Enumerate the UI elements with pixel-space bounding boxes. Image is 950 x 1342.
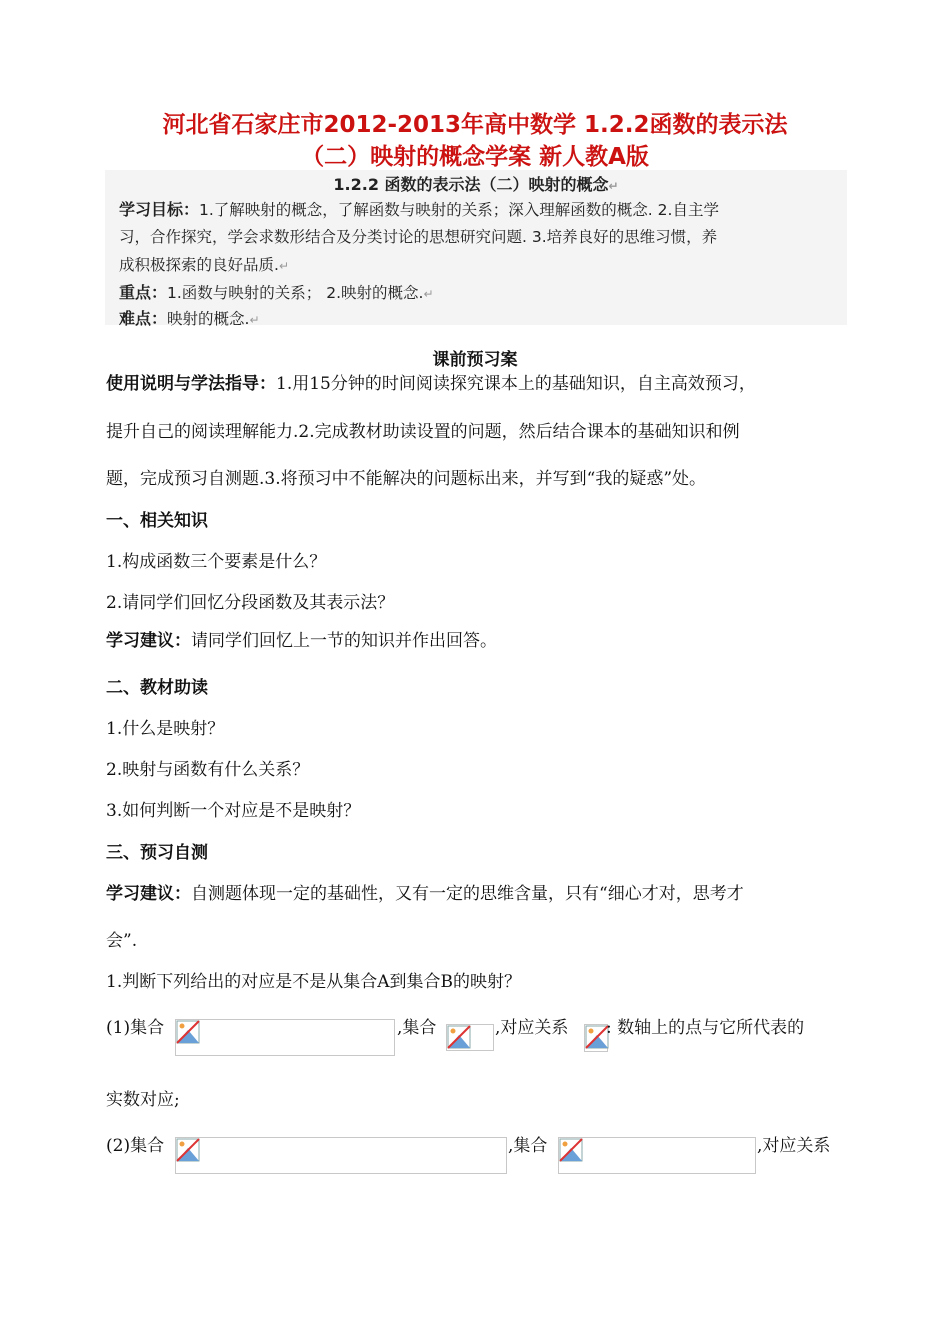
broken-image-icon <box>447 1025 471 1049</box>
p1-set-a-label: (1)集合 <box>106 1018 165 1038</box>
guide-line-1 <box>106 372 756 396</box>
banner-heading <box>105 172 847 195</box>
p2-set-b-label: ,集合 <box>508 1136 548 1156</box>
broken-image-formula <box>175 1019 395 1056</box>
goals-text-3: 成积极探索的良好品质. <box>119 256 279 274</box>
p1-relation-text: : 数轴上的点与它所代表的 <box>606 1018 805 1038</box>
difficulty-text: 映射的概念. <box>167 310 250 328</box>
difficulty-label: 难点： <box>119 309 168 328</box>
key-points-line <box>119 280 434 303</box>
goals-line-3 <box>119 253 289 275</box>
s3-tip-line-2: 会”. <box>106 931 138 951</box>
section-title: 课前预习案 <box>432 350 518 370</box>
broken-image-icon <box>176 1020 200 1044</box>
s2-question-3: 3.如何判断一个对应是不是映射？ <box>106 801 361 821</box>
guide-line-2: 提升自己的阅读理解能力.2.完成教材助读设置的问题，然后结合课本的基础知识和例 <box>106 422 740 442</box>
p2-relation-label: ,对应关系 <box>757 1136 831 1156</box>
p1-relation-label: ,对应关系 <box>495 1018 569 1038</box>
guide-line-3: 题，完成预习自测题.3.将预习中不能解决的问题标出来，并写到“我的疑惑”处。 <box>106 469 707 489</box>
key-label: 重点： <box>119 283 168 302</box>
p2-set-a-label: (2)集合 <box>106 1136 165 1156</box>
s3-tip-text-1: 自测题体现一定的基础性，又有一定的思维含量，只有“细心才对，思考才 <box>191 884 744 904</box>
s1-question-2: 2.请同学们回忆分段函数及其表示法？ <box>106 593 395 613</box>
guide-text-1: 1.用15分钟的时间阅读探究课本上的基础知识，自主高效预习， <box>276 374 756 394</box>
goals-text-1: 1.了解映射的概念，了解函数与映射的关系；深入理解函数的概念. 2.自主学 <box>199 201 719 219</box>
broken-image-icon <box>176 1138 200 1162</box>
broken-image-formula <box>446 1024 494 1051</box>
difficulty-line <box>119 306 260 329</box>
broken-image-formula <box>558 1137 756 1174</box>
document-title-line2: （二）映射的概念学案 新人教A版 <box>301 144 649 170</box>
s1-tip-label: 学习建议： <box>106 631 191 651</box>
s3-tip-line-1 <box>106 882 744 906</box>
paragraph-mark-icon: ↵ <box>423 287 434 301</box>
s2-question-1: 1.什么是映射？ <box>106 719 225 739</box>
broken-image-formula <box>175 1137 507 1174</box>
section2-heading: 二、教材助读 <box>106 678 208 698</box>
p1-set-b-label: ,集合 <box>397 1018 437 1038</box>
goals-label: 学习目标： <box>119 200 200 219</box>
paragraph-mark-icon: ↵ <box>278 259 289 273</box>
s2-question-2: 2.映射与函数有什么关系？ <box>106 760 310 780</box>
section3-heading: 三、预习自测 <box>106 843 208 863</box>
banner-heading-text: 1.2.2 函数的表示法（二）映射的概念 <box>333 175 609 194</box>
goals-text-2: 习，合作探究，学会求数形结合及分类讨论的思想研究问题. 3.培养良好的思维习惯，养 <box>119 228 718 246</box>
guide-label: 使用说明与学法指导： <box>106 374 276 394</box>
s3-question-1: 1.判断下列给出的对应是不是从集合A到集合B的映射？ <box>106 972 521 992</box>
broken-image-formula <box>584 1024 608 1052</box>
key-text: 1.函数与映射的关系； 2.映射的概念. <box>167 284 424 302</box>
s1-question-1: 1.构成函数三个要素是什么？ <box>106 552 327 572</box>
paragraph-mark-icon: ↵ <box>608 179 619 193</box>
s1-tip-text: 请同学们回忆上一节的知识并作出回答。 <box>191 631 497 651</box>
s1-tip <box>106 629 497 653</box>
objectives-banner <box>105 170 847 328</box>
s3-tip-label: 学习建议： <box>106 884 191 904</box>
document-title-line1: 河北省石家庄市2012-2013年高中数学 1.2.2函数的表示法 <box>162 112 788 138</box>
paragraph-mark-icon: ↵ <box>249 313 260 327</box>
broken-image-icon <box>559 1138 583 1162</box>
goals-line-1 <box>119 197 719 220</box>
section1-heading: 一、相关知识 <box>106 511 208 531</box>
goals-line-2 <box>119 225 717 247</box>
p1-relation-text-cont: 实数对应; <box>106 1090 180 1110</box>
